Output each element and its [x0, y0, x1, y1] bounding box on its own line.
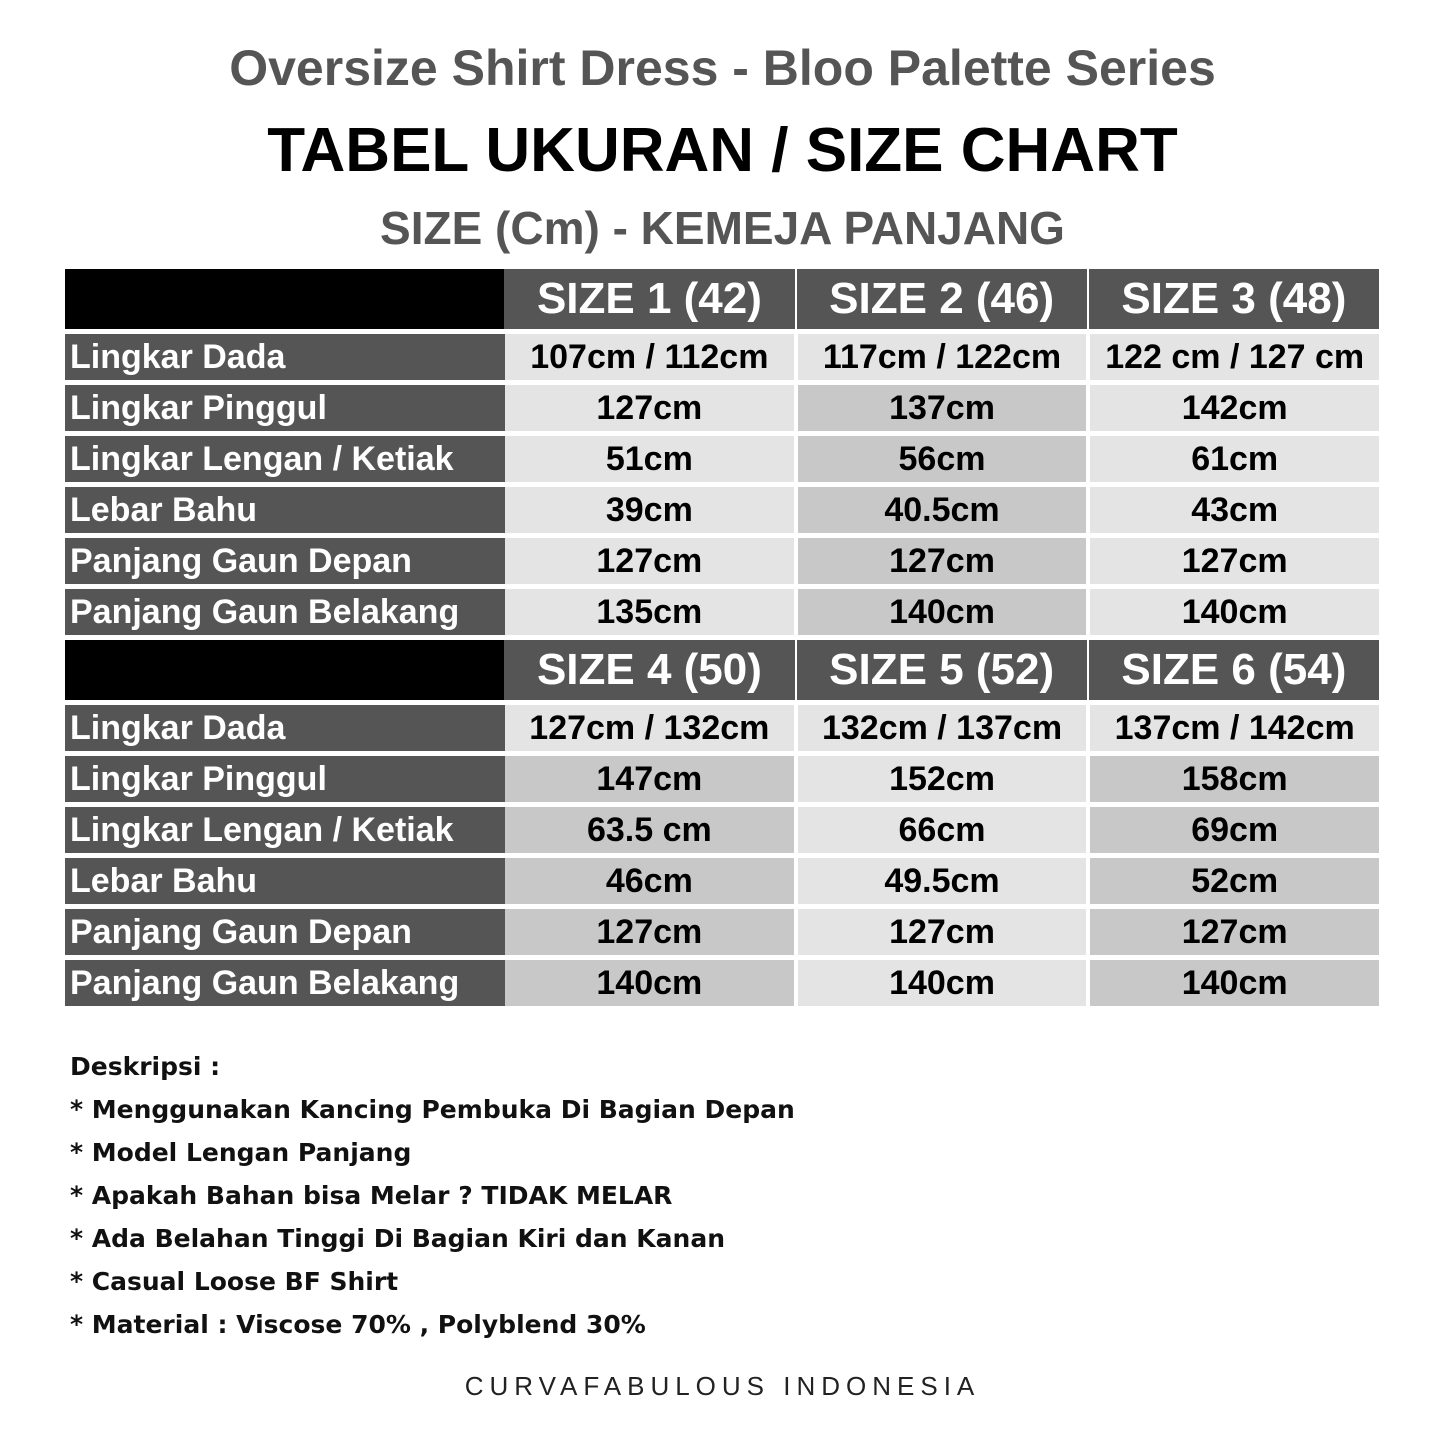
unit-subtitle: SIZE (Cm) - KEMEJA PANJANG	[380, 202, 1065, 254]
measurement-value: 63.5 cm	[505, 807, 794, 853]
measurement-label: Lingkar Pinggul	[65, 756, 505, 802]
measurement-label: Lingkar Lengan / Ketiak	[65, 807, 505, 853]
header-corner	[65, 640, 504, 700]
size-header-row	[65, 269, 1379, 329]
measurement-label: Panjang Gaun Belakang	[65, 960, 505, 1006]
measurement-value: 43cm	[1090, 487, 1379, 533]
size-chart-table	[65, 269, 1379, 1011]
product-title: Oversize Shirt Dress - Bloo Palette Series	[229, 40, 1216, 96]
measurement-value: 122 cm / 127 cm	[1090, 334, 1379, 380]
measurement-value: 107cm / 112cm	[505, 334, 794, 380]
size-header-row	[65, 640, 1379, 700]
measurement-value: 140cm	[798, 960, 1087, 1006]
measurement-label: Panjang Gaun Belakang	[65, 589, 505, 635]
measurement-value: 135cm	[505, 589, 794, 635]
measurement-label: Lingkar Dada	[65, 334, 505, 380]
measurement-label: Lingkar Lengan / Ketiak	[65, 436, 505, 482]
table-row	[65, 909, 1379, 955]
table-row	[65, 960, 1379, 1006]
measurement-value: 51cm	[505, 436, 794, 482]
table-row	[65, 807, 1379, 853]
description-block	[70, 1045, 795, 1346]
measurement-value: 49.5cm	[798, 858, 1087, 904]
measurement-label: Lebar Bahu	[65, 858, 505, 904]
table-row	[65, 756, 1379, 802]
measurement-label: Panjang Gaun Depan	[65, 909, 505, 955]
measurement-value: 140cm	[505, 960, 794, 1006]
measurement-value: 69cm	[1090, 807, 1379, 853]
table-row	[65, 487, 1379, 533]
measurement-value: 158cm	[1090, 756, 1379, 802]
measurement-value: 137cm / 142cm	[1090, 705, 1379, 751]
table-row	[65, 385, 1379, 431]
measurement-value: 127cm / 132cm	[505, 705, 794, 751]
table-row	[65, 334, 1379, 380]
size-header: SIZE 3 (48)	[1089, 269, 1379, 329]
table-row	[65, 538, 1379, 584]
measurement-value: 46cm	[505, 858, 794, 904]
measurement-value: 127cm	[798, 909, 1087, 955]
size-header: SIZE 2 (46)	[797, 269, 1087, 329]
size-header: SIZE 5 (52)	[797, 640, 1087, 700]
measurement-value: 152cm	[798, 756, 1087, 802]
measurement-value: 140cm	[798, 589, 1087, 635]
table-row	[65, 436, 1379, 482]
measurement-label: Lingkar Pinggul	[65, 385, 505, 431]
measurement-value: 127cm	[505, 385, 794, 431]
table-row	[65, 858, 1379, 904]
measurement-value: 127cm	[505, 909, 794, 955]
description-item: * Menggunakan Kancing Pembuka Di Bagian Depan	[70, 1095, 795, 1124]
brand-footer: CURVAFABULOUS INDONESIA	[464, 1371, 981, 1401]
description-item: * Model Lengan Panjang	[70, 1138, 412, 1167]
size-chart-title: TABEL UKURAN / SIZE CHART	[267, 116, 1178, 185]
description-heading: Deskripsi :	[70, 1052, 221, 1081]
measurement-value: 52cm	[1090, 858, 1379, 904]
description-item: * Casual Loose BF Shirt	[70, 1267, 399, 1296]
measurement-label: Lebar Bahu	[65, 487, 505, 533]
description-item: * Ada Belahan Tinggi Di Bagian Kiri dan Kanan	[70, 1224, 726, 1253]
measurement-value: 140cm	[1090, 960, 1379, 1006]
measurement-label: Lingkar Dada	[65, 705, 505, 751]
measurement-value: 39cm	[505, 487, 794, 533]
measurement-value: 127cm	[798, 538, 1087, 584]
measurement-value: 147cm	[505, 756, 794, 802]
size-header: SIZE 4 (50)	[504, 640, 794, 700]
measurement-value: 127cm	[1090, 909, 1379, 955]
measurement-value: 40.5cm	[798, 487, 1087, 533]
measurement-value: 137cm	[798, 385, 1087, 431]
table-row	[65, 589, 1379, 635]
measurement-value: 56cm	[798, 436, 1087, 482]
size-header: SIZE 6 (54)	[1089, 640, 1379, 700]
measurement-value: 132cm / 137cm	[798, 705, 1087, 751]
measurement-label: Panjang Gaun Depan	[65, 538, 505, 584]
header-corner	[65, 269, 504, 329]
measurement-value: 140cm	[1090, 589, 1379, 635]
measurement-value: 127cm	[505, 538, 794, 584]
size-header: SIZE 1 (42)	[504, 269, 794, 329]
measurement-value: 66cm	[798, 807, 1087, 853]
measurement-value: 127cm	[1090, 538, 1379, 584]
description-item: * Apakah Bahan bisa Melar ? TIDAK MELAR	[70, 1181, 673, 1210]
measurement-value: 61cm	[1090, 436, 1379, 482]
description-item: * Material : Viscose 70% , Polyblend 30%	[70, 1310, 646, 1339]
table-row	[65, 705, 1379, 751]
measurement-value: 142cm	[1090, 385, 1379, 431]
measurement-value: 117cm / 122cm	[798, 334, 1087, 380]
